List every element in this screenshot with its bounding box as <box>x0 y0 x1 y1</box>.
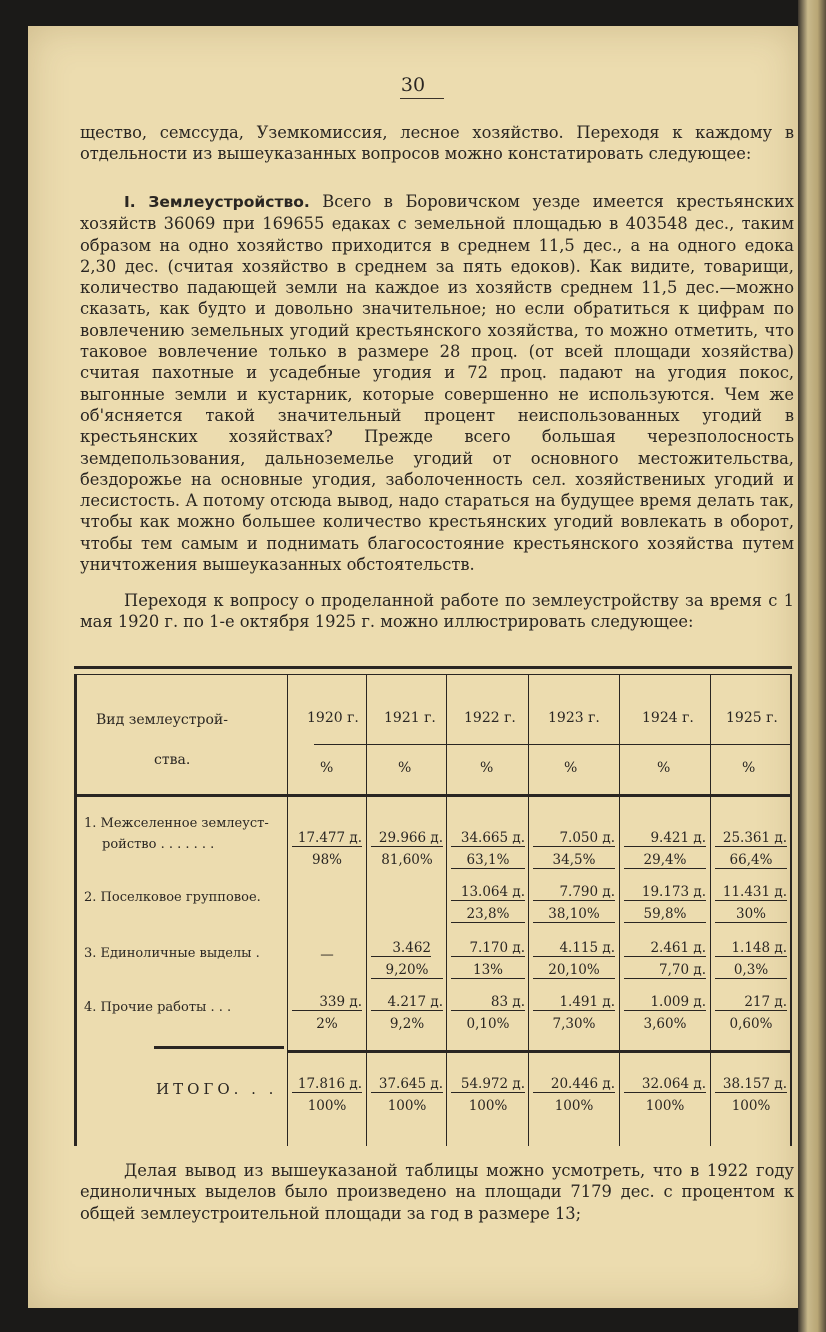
row-4-value-1922: 83 д. <box>451 994 525 1011</box>
header-sub-rule <box>314 744 790 745</box>
row-2-pct-1925: 30% <box>715 906 787 923</box>
total-pct-1924: 100% <box>645 1098 685 1114</box>
row-2-pct-1923: 38,10% <box>533 906 615 923</box>
total-pct-1925: 100% <box>731 1098 771 1114</box>
table-top-rule-2 <box>74 674 792 675</box>
header-unit-1923: % <box>564 760 578 776</box>
header-unit-1924: % <box>657 760 671 776</box>
book-page <box>28 26 798 1308</box>
row-1-value-1920: 17.477 д. <box>292 830 362 847</box>
row-1-value-1924: 9.421 д. <box>624 830 706 847</box>
row-4-value-1921: 4.217 д. <box>371 994 443 1011</box>
paragraph-intro-table-text: Переходя к вопросу о проделанной работе по землеустройству за время с 1 мая 1920 г. по 1-е октября 1925 г. можно иллюстрировать следующее: <box>80 591 794 632</box>
row-1-value-1921: 29.966 д. <box>371 830 443 847</box>
row-1-pct-1922: 63,1% <box>451 852 525 869</box>
row-3-value-1920: — <box>320 947 334 963</box>
table-top-rule <box>74 666 792 669</box>
paragraph-intro-text: щество, семссуда, Уземкомиссия, лесное хозяйство. Переходя к каждому в отдельности из вышеуказанных вопросов можно констатировать следующее: <box>80 123 794 164</box>
row-1-value-1925: 25.361 д. <box>715 830 787 847</box>
header-unit-1922: % <box>480 760 494 776</box>
row-4-pct-1922: 0,10% <box>466 1016 510 1032</box>
row-3-pct-1922: 13% <box>451 962 525 979</box>
header-unit-1920: % <box>320 760 334 776</box>
row-1-pct-1925: 66,4% <box>715 852 787 869</box>
row-3-pct-1921: 9,20% <box>371 962 443 979</box>
header-unit-1921: % <box>398 760 412 776</box>
table-left-border <box>74 674 77 1146</box>
row-4-label: 4. Прочие работы . . . <box>84 1000 232 1015</box>
header-unit-1925: % <box>742 760 756 776</box>
header-year-1922: 1922 г. <box>464 710 516 726</box>
paragraph-intro-table <box>80 590 794 633</box>
row-4-pct-1924: 3,60% <box>643 1016 687 1032</box>
total-value-1923: 20.446 д. <box>533 1076 615 1093</box>
totals-rule <box>287 1050 792 1053</box>
row-2-value-1923: 7.790 д. <box>533 884 615 901</box>
paragraph-intro <box>80 122 794 165</box>
table-right-border <box>790 674 792 1146</box>
row-3-pct-1924: 7,70 д. <box>624 962 706 979</box>
total-value-1921: 37.645 д. <box>371 1076 443 1093</box>
row-1-pct-1924: 29,4% <box>624 852 706 869</box>
row-2-value-1925: 11.431 д. <box>715 884 787 901</box>
row-1-label: 1. Межселенное землеуст- <box>84 816 269 831</box>
row-3-value-1922: 7.170 д. <box>451 940 525 957</box>
total-pct-1920: 100% <box>307 1098 347 1114</box>
row-3-value-1923: 4.115 д. <box>533 940 615 957</box>
row-3-value-1921: 3.462 <box>371 940 431 957</box>
header-year-1920: 1920 г. <box>307 710 359 726</box>
row-4-value-1920: 339 д. <box>292 994 362 1011</box>
header-bottom-rule <box>74 794 792 797</box>
totals-rule-left <box>154 1046 284 1049</box>
row-4-pct-1921: 9,2% <box>389 1016 425 1032</box>
header-year-1921: 1921 г. <box>384 710 436 726</box>
book-spine <box>798 0 826 1332</box>
row-1-pct-1921: 81,60% <box>381 852 433 868</box>
row-2-label: 2. Поселковое групповое. <box>84 890 261 905</box>
total-pct-1923: 100% <box>554 1098 594 1114</box>
header-year-1923: 1923 г. <box>548 710 600 726</box>
total-value-1920: 17.816 д. <box>292 1076 362 1093</box>
row-1-label-2: ройство . . . . . . . <box>102 837 215 852</box>
row-1-value-1922: 34.665 д. <box>451 830 525 847</box>
row-2-value-1922: 13.064 д. <box>451 884 525 901</box>
total-pct-1921: 100% <box>387 1098 427 1114</box>
header-type-label-2: ства. <box>154 752 191 768</box>
row-3-label: 3. Единоличные выделы . <box>84 946 260 961</box>
row-3-value-1925: 1.148 д. <box>715 940 787 957</box>
row-2-pct-1924: 59,8% <box>624 906 706 923</box>
total-value-1924: 32.064 д. <box>624 1076 706 1093</box>
paragraph-conclusion-text: Делая вывод из вышеуказаной таблицы можно усмотреть, что в 1922 году единоличных выделов было произведено на площади 7179 дес. с процентом к общей землеустроительной площади за год в размере 13; <box>80 1161 794 1223</box>
totals-label: ИТОГО. . . <box>156 1080 278 1098</box>
row-4-value-1923: 1.491 д. <box>533 994 615 1011</box>
paragraph-zemleustroistvo-text: Всего в Боровичском уезде имеется крестьянских хозяйств 36069 при 169655 едаках с земельной площадью в 403548 дес., таким образом на одно хозяйство приходится в среднем 11,5 дес., а на одного едока 2,30 дес. (считая хозяйство в среднем за пять едоков). Как видите, товарищи, количество падающей земли на каждое из хозяйств среднем 11,5 дес.—можно сказать, как будто и довольно значительное; но если обратиться к цифрам по вовлечению земельных угодий крестьянского хозяйства, то можно отметить, что таковое вовлечение только в размере 28 проц. (от всей площади хозяйства) считая пахотные и усадебные угодия и 72 проц. падают на угодия покос, выгонные земли и кустарник, которые совершенно не используются. Чем же об'ясняется такой значительный процент неиспользованных угодий в крестьянских хозяйствах? Прежде всего большая черезполосность земдепользования, дальноземелье угодий от основного местожительства, бездорожье на основные угодия, заболоченность сел. хозяйствениых угодий и лесистость. А потому отсюда вывод, надо стараться на будущее время делать так, чтобы как можно большее количество крестьянских угодий вовлекать в оборот, чтобы тем самым и поднимать благосостояние крестьянского хозяйства путем уничтожения вышеуказанных обстоятельств. <box>80 192 794 575</box>
paragraph-zemleustroistvo <box>80 191 794 575</box>
row-1-pct-1920: 98% <box>311 852 342 868</box>
header-type-label: Вид землеустрой- <box>96 712 228 728</box>
row-2-pct-1922: 23,8% <box>451 906 525 923</box>
page-number-rule <box>400 98 444 99</box>
row-4-value-1924: 1.009 д. <box>624 994 706 1011</box>
row-3-pct-1925: 0,3% <box>715 962 787 979</box>
row-4-pct-1925: 0,60% <box>729 1016 773 1032</box>
section-heading: I. Землеустройство. <box>124 193 310 211</box>
row-4-pct-1920: 2% <box>316 1016 338 1032</box>
paragraph-conclusion <box>80 1160 794 1224</box>
row-4-value-1925: 217 д. <box>715 994 787 1011</box>
header-year-1924: 1924 г. <box>642 710 694 726</box>
total-value-1922: 54.972 д. <box>451 1076 525 1093</box>
land-management-table <box>74 666 792 1146</box>
row-2-value-1924: 19.173 д. <box>624 884 706 901</box>
total-pct-1922: 100% <box>468 1098 508 1114</box>
page-number: 30 <box>400 74 426 96</box>
col-sep-1 <box>287 674 288 1146</box>
header-year-1925: 1925 г. <box>726 710 778 726</box>
row-4-pct-1923: 7,30% <box>552 1016 596 1032</box>
total-value-1925: 38.157 д. <box>715 1076 787 1093</box>
row-3-pct-1923: 20,10% <box>533 962 615 979</box>
row-1-value-1923: 7.050 д. <box>533 830 615 847</box>
row-3-value-1924: 2.461 д. <box>624 940 706 957</box>
row-1-pct-1923: 34,5% <box>533 852 615 869</box>
